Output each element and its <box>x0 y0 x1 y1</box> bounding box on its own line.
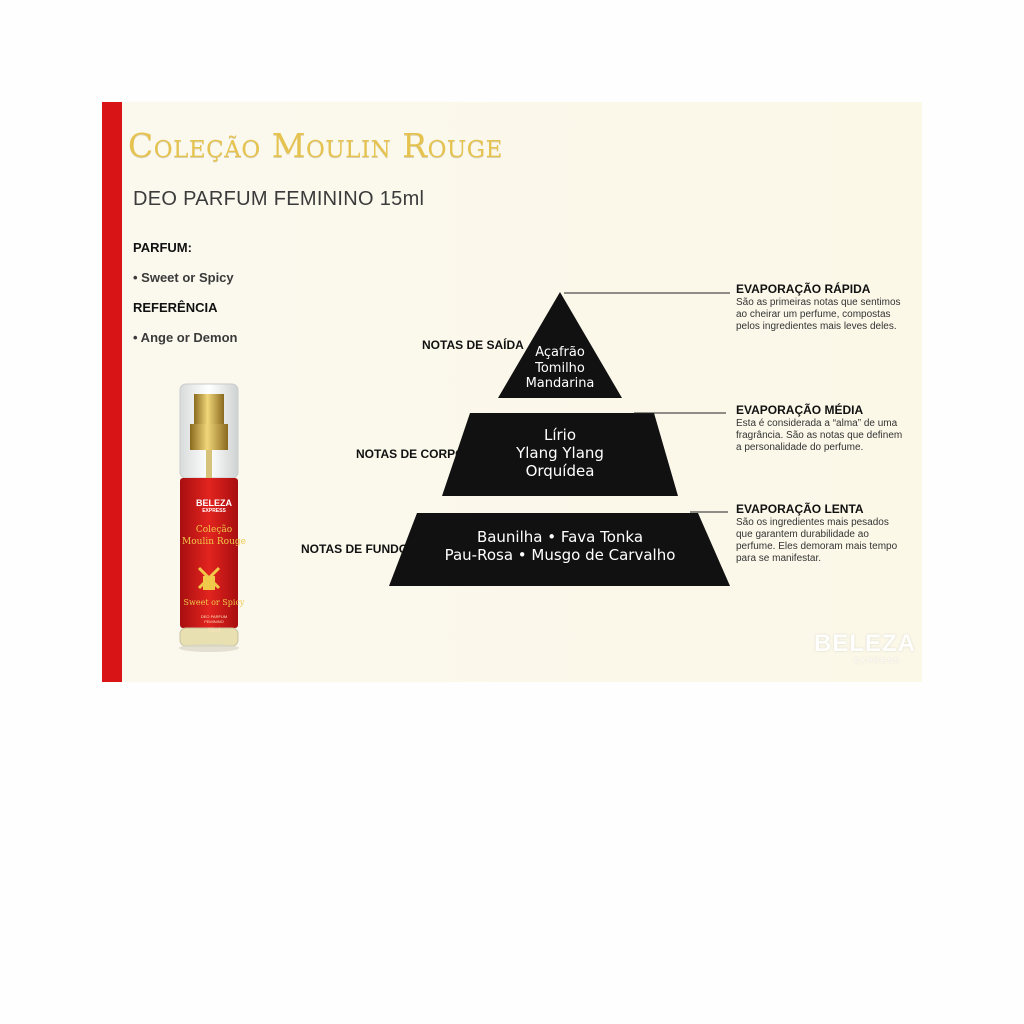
evaporation-fast <box>736 282 906 333</box>
note-item: Ylang Ylang <box>516 444 604 462</box>
note-item: Lírio <box>543 426 577 444</box>
evaporation-title: EVAPORAÇÃO LENTA <box>736 502 864 516</box>
evaporation-medium <box>736 403 906 454</box>
product-panel <box>102 102 922 682</box>
note-item: Mandarina <box>525 376 595 392</box>
referencia-value: • Ange or Demon <box>133 330 238 345</box>
notas-saida-label: NOTAS DE SAÍDA <box>422 338 524 352</box>
top-notes <box>510 345 610 392</box>
collection-title: Coleção Moulin Rouge <box>128 126 503 165</box>
note-item: Pau-Rosa • Musgo de Carvalho <box>444 546 676 564</box>
brand-watermark-sub: EXPRESS <box>854 658 902 665</box>
parfum-value: • Sweet or Spicy <box>133 270 234 285</box>
note-item: Açafrão <box>535 345 585 360</box>
evaporation-title: EVAPORAÇÃO RÁPIDA <box>736 282 871 296</box>
bottle-type: DEO PARFUM FEMININO <box>200 614 228 624</box>
evaporation-description: Esta é considerada a “alma” de uma fragrância. São as notas que definem a personalidade do perfume. <box>736 418 903 453</box>
evaporation-slow <box>736 502 906 565</box>
bottle-brand: BELEZA EXPRESS <box>196 498 232 514</box>
bottle-collection: Coleção Moulin Rouge <box>182 525 246 547</box>
notas-fundo-label: NOTAS DE FUNDO <box>301 542 409 556</box>
referencia-label: REFERÊNCIA <box>133 300 218 315</box>
note-item: Tomilho <box>535 360 585 376</box>
note-item: Orquídea <box>525 462 595 480</box>
notas-corpo-label: NOTAS DE CORPO <box>356 447 465 461</box>
evaporation-description: São os ingredientes mais pesados que garantem durabilidade ao perfume. Eles demoram mais tempo para se manifestar. <box>736 517 898 564</box>
evaporation-title: EVAPORAÇÃO MÉDIA <box>736 403 864 417</box>
note-item: Baunilha • Fava Tonka <box>476 528 644 546</box>
parfum-label: PARFUM: <box>133 240 192 255</box>
middle-notes <box>490 426 630 480</box>
notes-pyramid <box>102 102 922 682</box>
product-subtitle: DEO PARFUM FEMININO 15ml <box>133 188 425 210</box>
evaporation-description: São as primeiras notas que sentimos ao cheirar um perfume, compostas pelos ingredientes mais leves deles. <box>736 297 901 332</box>
bottom-notes <box>420 528 700 564</box>
bottle-fragrance: Sweet or Spicy <box>183 598 245 607</box>
brand-watermark: BELEZA <box>814 630 916 657</box>
bottle-volume: 15ml <box>207 628 221 634</box>
